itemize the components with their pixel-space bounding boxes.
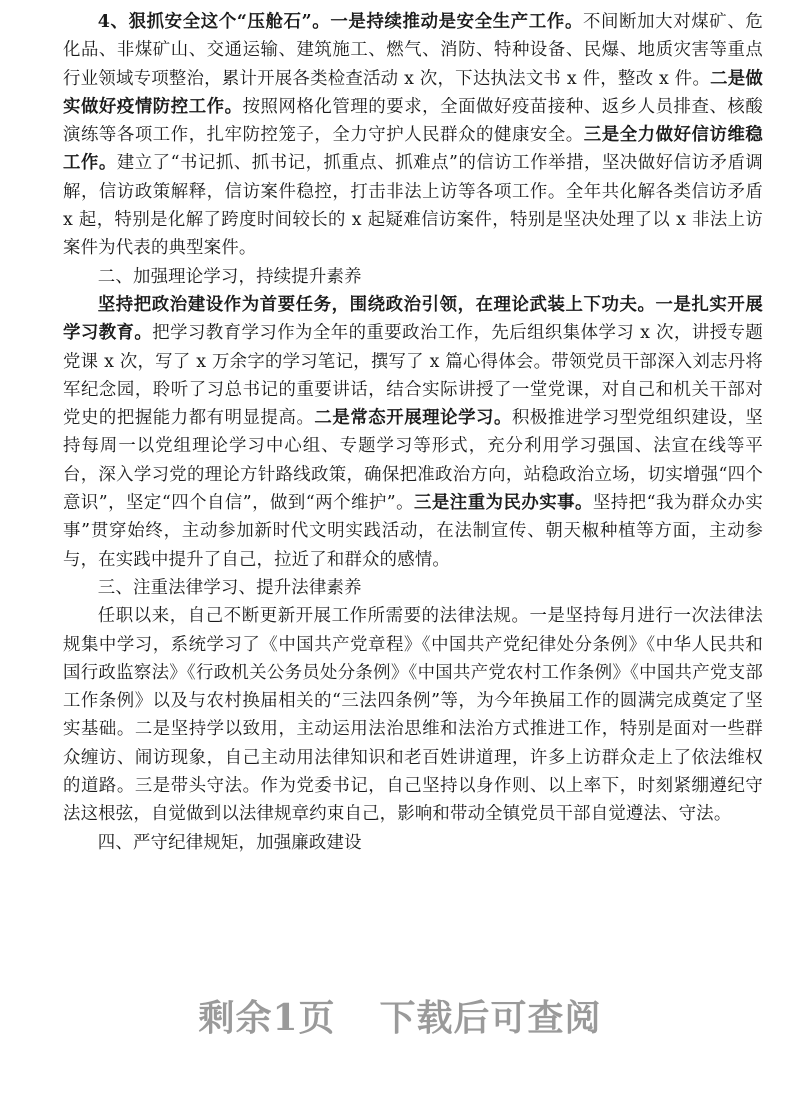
theory-people-bold: 三是注重为民办实事。: [414, 493, 593, 514]
theory-routine-bold: 二是常态开展理论学习。: [314, 408, 512, 429]
safety-production-text: 不间断加大对煤矿、危化品、非煤矿山、交通运输、建筑施工、燃气、消防、特种设备、民爆、地质灾害等重点行业领域专项整治，累计开展各类检查活动 x 次，下达执法文书 x 件，整改 x 件。: [63, 12, 763, 89]
section-heading-discipline: 四、严守纪律规矩，加强廉政建设: [97, 832, 362, 853]
document-body: [63, 8, 763, 857]
download-to-view-label: 下载后可查阅: [379, 997, 602, 1039]
theory-intro-bold: 坚持把政治建设作为首要任务，围绕政治引领，在理论武装上下功夫。一是扎实开展学习教育。: [63, 294, 763, 344]
download-prompt-banner[interactable]: [0, 990, 800, 1041]
paragraph-safety: [63, 8, 763, 263]
epidemic-lead-bold: 二是做实做好疫情防控工作。: [63, 68, 763, 117]
theory-routine-text: 积极推进学习型党组织建设，坚持每周一以党组理论学习中心组、专题学习等形式，充分利用学习强国、法宣在线等平台，深入学习党的理论方针路线政策，确保把准政治方向，站稳政治立场，切实增强“四个意识”，坚定“四个自信”，做到“两个维护”。: [63, 408, 763, 514]
paragraph-theory: [63, 291, 763, 574]
theory-people-text: 坚持把“我为群众办实事”贯穿始终，主动参加新时代文明实践活动，在法制宣传、朝天椒种植等方面，主动参与，在实践中提升了自己，拉近了和群众的感情。: [63, 493, 763, 570]
epidemic-text: 按照网格化管理的要求，全面做好疫苗接种、返乡人员排查、核酸演练等各项工作，扎牢防控笼子，全力守护人民群众的健康安全。: [63, 96, 763, 146]
section-heading-law: 三、注重法律学习、提升法律素养: [97, 577, 362, 598]
remaining-pages-label: 剩余1页: [198, 997, 336, 1039]
petition-lead-bold: 三是全力做好信访维稳工作。: [63, 125, 763, 174]
paragraph-law: 任职以来，自己不断更新开展工作所需要的法律法规。一是坚持每月进行一次法律法规集中学习，系统学习了《中国共产党章程》《中国共产党纪律处分条例》《中华人民共和国行政监察法》《行政机关公务员处分条例》《中国共产党农村工作条例》《中国共产党支部工作条例》以及与农村换届相关的“三法四条例”等，为今年换届工作的圆满完成奠定了坚实基础。二是坚持学以致用，主动运用法治思维和法治方式推进工作，特别是面对一些群众缠访、闹访现象，自己主动用法律知识和老百姓讲道理，许多上访群众走上了依法维权的道路。三是带头守法。作为党委书记，自己坚持以身作则、以上率下，时刻紧绷遵纪守法这根弦，自觉做到以法律规章约束自己，影响和带动全镇党员干部自觉遵法、守法。: [63, 606, 763, 825]
section-heading-theory: 二、加强理论学习，持续提升素养: [97, 266, 362, 287]
theory-education-text: 把学习教育学习作为全年的重要政治工作，先后组织集体学习 x 次，讲授专题党课 x 次，写了 x 万余字的学习笔记，撰写了 x 篇心得体会。带领党员干部深入刘志丹将军纪念园，聆听了习总书记的重要讲话，结合实际讲授了一堂党课，对自己和机关干部对党史的把握能力都有明显提高。: [63, 323, 763, 429]
safety-lead-bold: 4、狠抓安全这个“压舱石”。一是持续推动是安全生产工作。: [97, 12, 583, 32]
petition-text: 建立了“书记抓、抓书记，抓重点、抓难点”的信访工作举措，坚决做好信访矛盾调解，信访政策解释，信访案件稳控，打击非法上访等各项工作。全年共化解各类信访矛盾 x 起，特别是化解了跨度时间较长的 x 起疑难信访案件，特别是坚决处理了以 x 非法上访案件为代表的典型案件。: [63, 153, 764, 259]
